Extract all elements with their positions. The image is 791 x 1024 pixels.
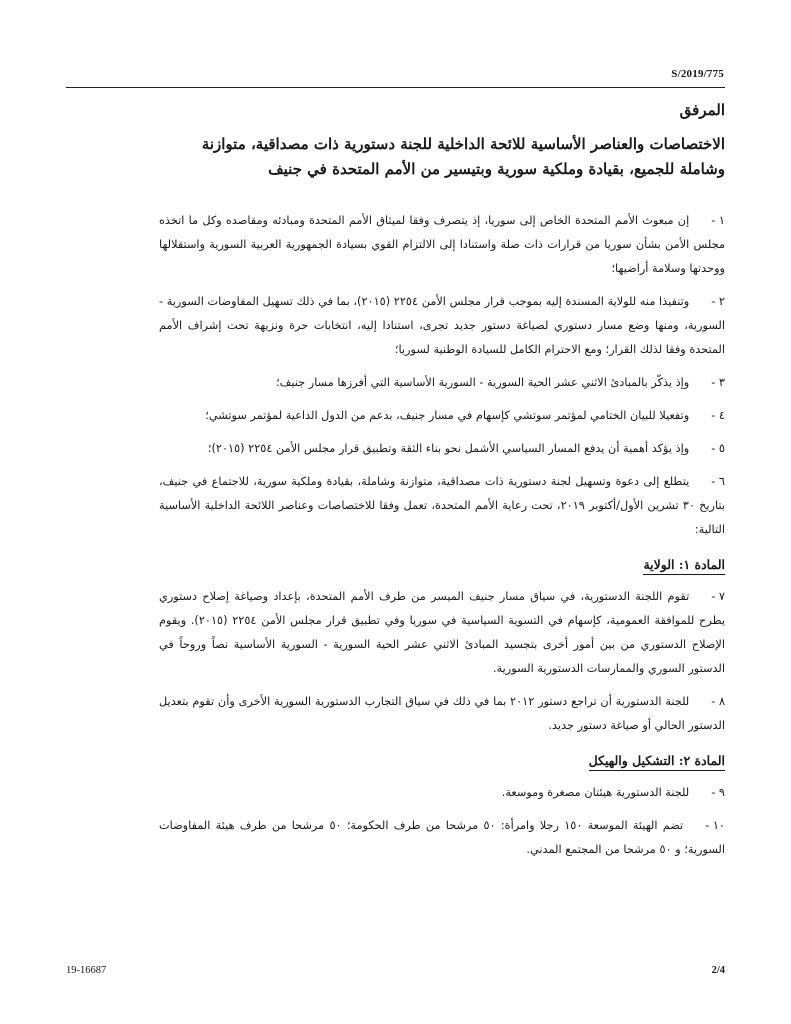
document-number: 19-16687 xyxy=(66,965,107,976)
paragraph-text: يتطلع إلى دعوة وتسهيل لجنة دستورية ذات مصداقية، متوازنة وشاملة، بقيادة وملكية سورية، للاجتماع في جنيف، بتاريخ ٣٠ تشرين الأول/أكتوبر ٢٠١٩، تحت رعاية الأمم المتحدة، تعمل وفقا للاختصاصات وعناصر اللائحة الداخلية الأساسية التالية: xyxy=(159,475,726,536)
paragraph-text: إن مبعوث الأمم المتحدة الخاص إلى سوريا، إذ يتصرف وفقا لميثاق الأمم المتحدة ومبادئه ومقاصده وكل ما اتخذه مجلس الأمن بشأن سوريا من قرارات ذات صلة واستنادا إلى الالتزام القوي بسيادة الجمهورية العربية السورية واستقلالها ووحدتها وسلامة أراضيها؛ xyxy=(159,214,725,275)
paragraph-text: تقوم اللجنة الدستورية، في سياق مسار جنيف الميسر من طرف الأمم المتحدة، بإعداد وصياغة إصلاح دستوري يطرح للموافقة العمومية، كإسهام في التسوية السياسية في سوريا وفي تطبيق قرار مجلس الأمن ٢٢٥٤ (٢٠١٥). ويقوم الإصلاح الدستوري من بين أمور أخرى بتجسيد المبادئ الاثني عشر الحية السورية - السورية الأساسية نصاً وروحاً في الدستور السوري والممارسات الدستورية السورية. xyxy=(159,590,725,675)
paragraph-text: وإذ يذكّر بالمبادئ الاثني عشر الحية السورية - السورية الأساسية التي أفرزها مسار جنيف؛ xyxy=(276,376,690,389)
article-1-heading-wrap xyxy=(159,551,725,585)
paragraph-text: تضم الهيئة الموسعة ١٥٠ رجلا وامرأة: ٥٠ مرشحا من طرف الحكومة؛ ٥٠ مرشحا من طرف هيئة المفاوضات السورية؛ و ٥٠ مرشحا من المجتمع المدني. xyxy=(159,819,725,856)
paragraph-number: ٢ - xyxy=(711,295,725,308)
document-body xyxy=(159,209,725,871)
paragraph-number: ٣ - xyxy=(711,376,725,389)
paragraph-number: ١٠ - xyxy=(705,819,725,832)
document-title: الاختصاصات والعناصر الأساسية للائحة الداخلية للجنة دستورية ذات مصداقية، متوازنة وشاملة للجميع، بقيادة وملكية سورية وبتيسير من الأمم المتحدة في جنيف xyxy=(201,135,725,178)
article-2-heading-wrap xyxy=(159,747,725,781)
paragraph-10 xyxy=(159,814,725,862)
document-symbol: S/2019/775 xyxy=(671,68,724,80)
paragraph-5 xyxy=(159,437,725,461)
paragraph-number: ٩ - xyxy=(711,786,725,799)
header-rule xyxy=(66,87,725,88)
paragraph-3 xyxy=(159,371,725,395)
paragraph-number: ٦ - xyxy=(711,475,725,488)
paragraph-2 xyxy=(159,290,725,362)
paragraph-9 xyxy=(159,781,725,805)
article-2-heading: المادة ٢: التشكيل والهيكل xyxy=(589,753,725,771)
paragraph-number: ١ - xyxy=(711,214,725,227)
annex-label: المرفق xyxy=(679,101,725,119)
paragraph-number: ٧ - xyxy=(711,590,725,603)
paragraph-8 xyxy=(159,690,725,738)
paragraph-text: وتنفيذا منه للولاية المسندة إليه بموجب قرار مجلس الأمن ٢٢٥٤ (٢٠١٥)، بما في ذلك تسهيل المفاوضات السورية - السورية، ومنها وضع مسار دستوري لصياغة دستور جديد تجرى، استنادا إليه، انتخابات حرة ونزيهة تحت إشراف الأمم المتحدة وفقا لذلك القرار؛ ومع الاحترام الكامل للسيادة الوطنية لسوريا؛ xyxy=(159,295,725,356)
paragraph-text: للجنة الدستورية هيئتان مصغرة وموسعة. xyxy=(501,786,690,799)
paragraph-number: ٨ - xyxy=(711,695,726,708)
paragraph-text: وإذ يؤكد أهمية أن يدفع المسار السياسي الأشمل نحو بناء الثقة وتطبيق قرار مجلس الأمن ٢٢٥٤ (٢٠١٥)؛ xyxy=(207,442,690,455)
paragraph-1 xyxy=(159,209,725,281)
paragraph-4 xyxy=(159,404,725,428)
paragraph-number: ٥ - xyxy=(711,442,725,455)
page-number: 2/4 xyxy=(711,965,725,976)
paragraph-number: ٤ - xyxy=(711,409,725,422)
paragraph-6 xyxy=(159,470,725,542)
paragraph-text: للجنة الدستورية أن تراجع دستور ٢٠١٢ بما في ذلك في سياق التجارب الدستورية السورية الأخرى وأن تقوم بتعديل الدستور الحالي أو صياغة دستور جديد. xyxy=(159,695,725,732)
paragraph-7 xyxy=(159,585,725,681)
article-1-heading: المادة ١: الولاية xyxy=(643,557,725,575)
paragraph-text: وتفعيلا للبيان الختامي لمؤتمر سوتشي كإسهام في مسار جنيف، بدعم من الدول الداعية لمؤتمر سوتشي؛ xyxy=(205,409,690,422)
